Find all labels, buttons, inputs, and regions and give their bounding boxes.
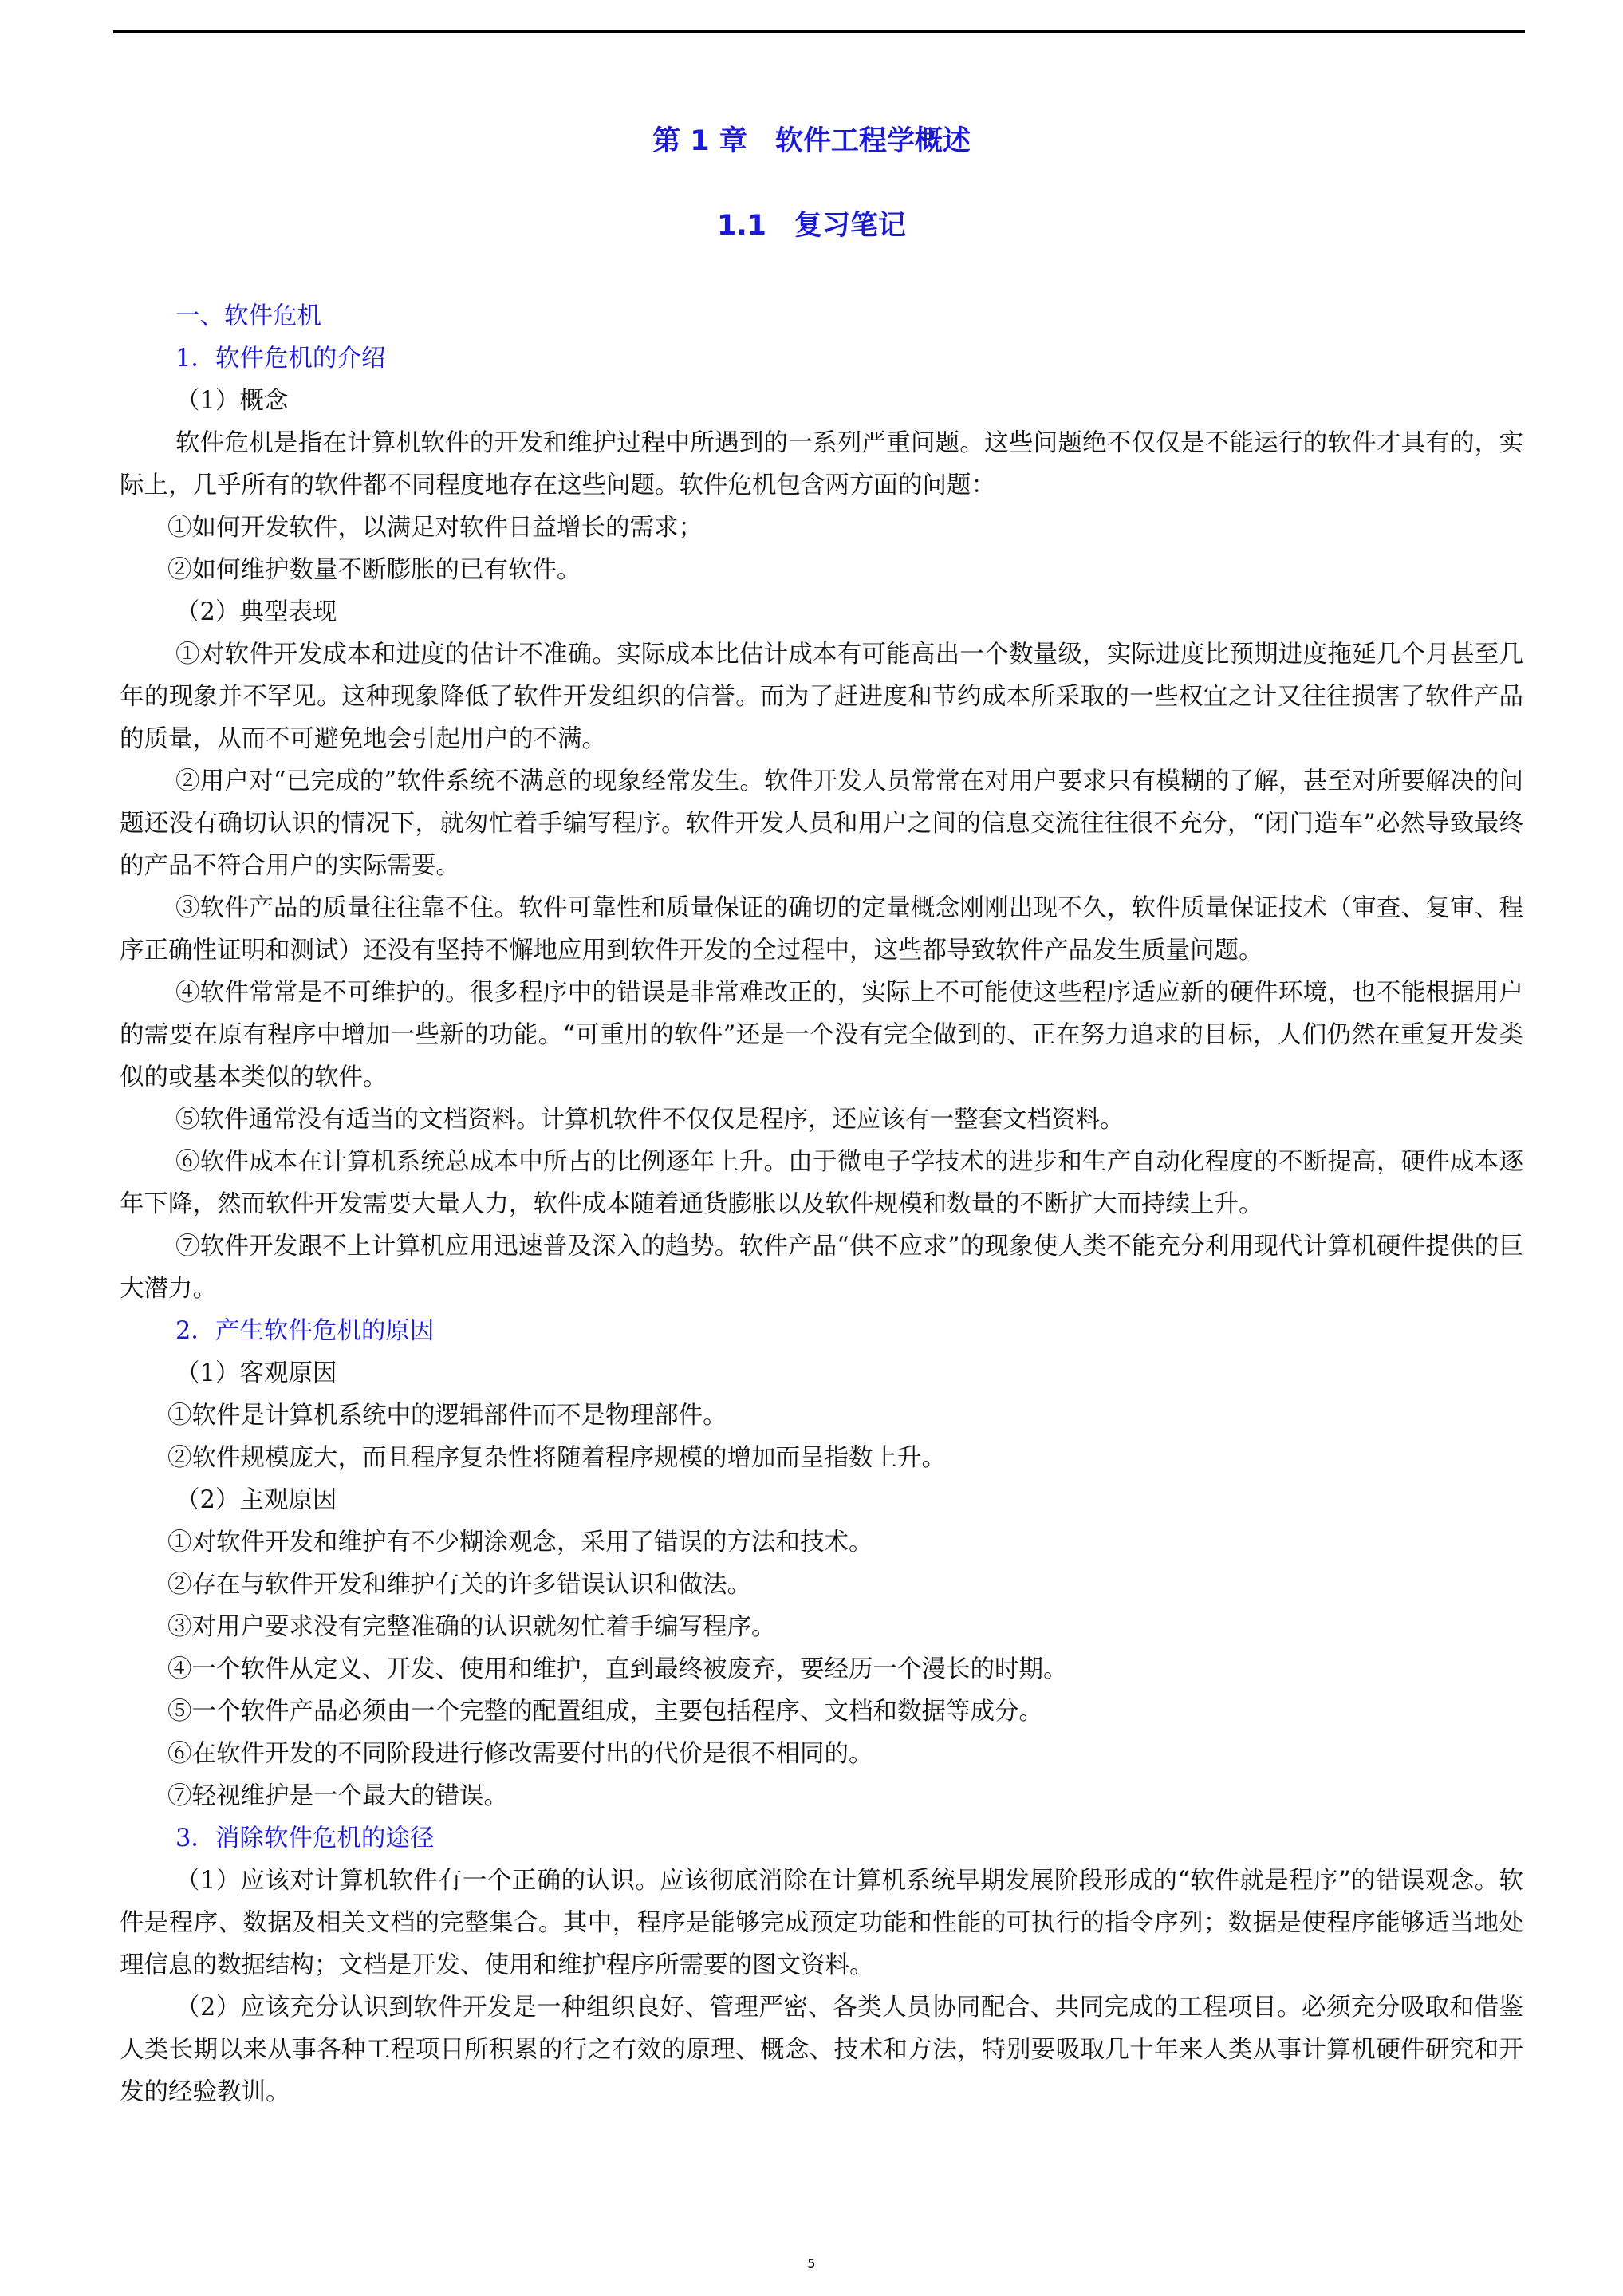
list-item: ⑤一个软件产品必须由一个完整的配置组成，主要包括程序、文档和数据等成分。	[167, 1698, 1043, 1726]
header-rule	[113, 30, 1525, 33]
subsection-heading: 1．软件危机的介绍	[175, 345, 386, 373]
list-item: ①对软件开发和维护有不少糊涂观念，采用了错误的方法和技术。	[167, 1529, 873, 1556]
list-item: ①软件是计算机系统中的逻辑部件而不是物理部件。	[167, 1402, 727, 1430]
section-title: 1.1 复习笔记	[716, 210, 906, 242]
subheading: （2）主观原因	[175, 1486, 337, 1514]
paragraph: ①对软件开发成本和进度的估计不准确。实际成本比估计成本有可能高出一个数量级，实际进度比预期进度拖延几个月甚至几年的现象并不罕见。这种现象降低了软件开发组织的信誉。而为了赶进度和节约成本所采取的一些权宜之计又往往损害了软件产品的质量，从而不可避免地会引起用户的不满。	[120, 641, 1523, 753]
list-item: ④一个软件从定义、开发、使用和维护，直到最终被废弃，要经历一个漫长的时期。	[167, 1655, 1068, 1683]
list-item: ②如何维护数量不断膨胀的已有软件。	[167, 556, 581, 584]
paragraph: ⑦软件开发跟不上计算机应用迅速普及深入的趋势。软件产品“供不应求”的现象使人类不能充分利用现代计算机硬件提供的巨大潜力。	[120, 1233, 1523, 1303]
paragraph: ⑥软件成本在计算机系统总成本中所占的比例逐年上升。由于微电子学技术的进步和生产自动化程度的不断提高，硬件成本逐年下降，然而软件开发需要大量人力，软件成本随着通货膨胀以及软件规模和数量的不断扩大而持续上升。	[120, 1148, 1523, 1218]
page-number: 5	[807, 2256, 816, 2271]
list-item: ⑦轻视维护是一个最大的错误。	[167, 1782, 508, 1810]
paragraph: （2）应该充分认识到软件开发是一种组织良好、管理严密、各类人员协同配合、共同完成的工程项目。必须充分吸取和借鉴人类长期以来从事各种工程项目所积累的行之有效的原理、概念、技术和方法，特别要吸取几十年来人类从事计算机硬件研究和开发的经验教训。	[120, 1994, 1523, 2106]
paragraph: ④软件常常是不可维护的。很多程序中的错误是非常难改正的，实际上不可能使这些程序适应新的硬件环境，也不能根据用户的需要在原有程序中增加一些新的功能。“可重用的软件”还是一个没有完全做到的、正在努力追求的目标，人们仍然在重复开发类似的或基本类似的软件。	[120, 979, 1523, 1091]
list-item: ②存在与软件开发和维护有关的许多错误认识和做法。	[167, 1571, 751, 1599]
list-item: ②软件规模庞大，而且程序复杂性将随着程序规模的增加而呈指数上升。	[167, 1444, 946, 1472]
paragraph: ③软件产品的质量往往靠不住。软件可靠性和质量保证的确切的定量概念刚刚出现不久，软件质量保证技术（审查、复审、程序正确性证明和测试）还没有坚持不懈地应用到软件开发的全过程中，这些都导致软件产品发生质量问题。	[120, 894, 1523, 965]
paragraph: ②用户对“已完成的”软件系统不满意的现象经常发生。软件开发人员常常在对用户要求只有模糊的了解，甚至对所要解决的问题还没有确切认识的情况下，就匆忙着手编写程序。软件开发人员和用户之间的信息交流往往很不充分，“闭门造车”必然导致最终的产品不符合用户的实际需要。	[120, 767, 1523, 880]
chapter-title: 第 1 章 软件工程学概述	[652, 125, 971, 157]
subsection-heading: 3．消除软件危机的途径	[175, 1825, 435, 1852]
list-item: ①如何开发软件，以满足对软件日益增长的需求；	[167, 514, 703, 542]
subsection-heading: 2．产生软件危机的原因	[175, 1317, 435, 1345]
section-heading: 一、软件危机	[175, 302, 321, 330]
subheading: （1）客观原因	[175, 1359, 337, 1387]
list-item: ⑥在软件开发的不同阶段进行修改需要付出的代价是很不相同的。	[167, 1740, 873, 1768]
paragraph: （1）应该对计算机软件有一个正确的认识。应该彻底消除在计算机系统早期发展阶段形成的“软件就是程序”的错误观念。软件是程序、数据及相关文档的完整集合。其中，程序是能够完成预定功能和性能的可执行的指令序列；数据是使程序能够适当地处理信息的数据结构；文档是开发、使用和维护程序所需要的图文资料。	[120, 1867, 1523, 1979]
list-item: ③对用户要求没有完整准确的认识就匆忙着手编写程序。	[167, 1613, 776, 1641]
subheading: （1）概念	[175, 387, 289, 415]
subheading: （2）典型表现	[175, 598, 337, 626]
body-text	[120, 295, 1523, 2113]
paragraph: 软件危机是指在计算机软件的开发和维护过程中所遇到的一系列严重问题。这些问题绝不仅仅是不能运行的软件才具有的，实际上，几乎所有的软件都不同程度地存在这些问题。软件危机包含两方面的问题：	[120, 429, 1523, 499]
paragraph: ⑤软件通常没有适当的文档资料。计算机软件不仅仅是程序，还应该有一整套文档资料。	[175, 1106, 1125, 1134]
